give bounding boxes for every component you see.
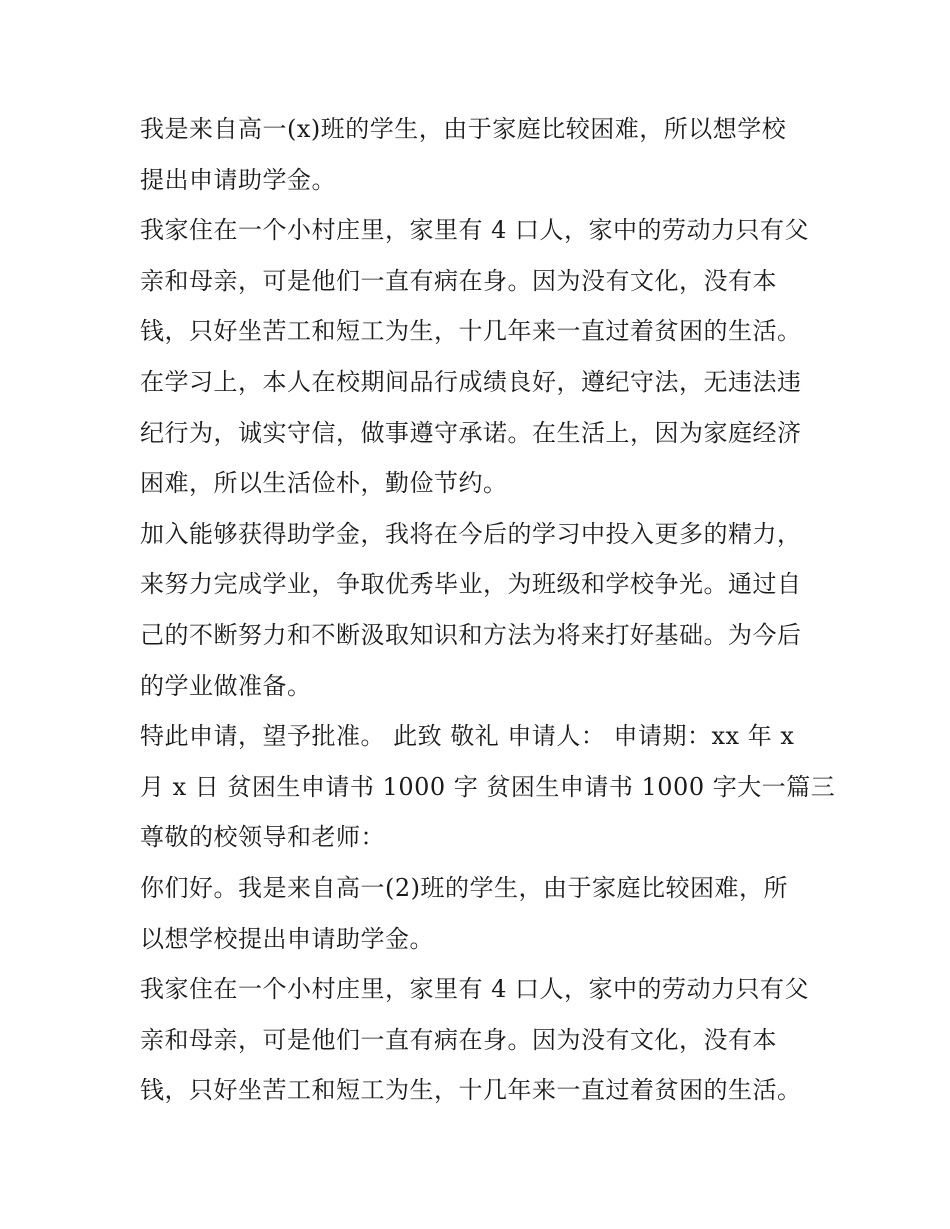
text-line: 我是来自高一(x)班的学生，由于家庭比较困难，所以想学校: [140, 115, 787, 143]
text-line: 我家住在一个小村庄里，家里有 4 口人，家中的劳动力只有父: [140, 216, 810, 245]
text-line: 钱，只好坐苦工和短工为生，十几年来一直过着贫困的生活。: [140, 317, 802, 346]
text-line: 月 x 日 贫困生申请书 1000 字 贫困生申请书 1000 字大一篇三: [140, 772, 836, 801]
text-line: 亲和母亲，可是他们一直有病在身。因为没有文化，没有本: [140, 1025, 777, 1054]
text-line: 以想学校提出申请助学金。: [140, 924, 434, 953]
text-line: 尊敬的校领导和老师：: [140, 823, 385, 852]
text-line: 你们好。我是来自高一(2)班的学生，由于家庭比较困难，所: [140, 873, 788, 902]
text-line: 己的不断努力和不断汲取知识和方法为将来打好基础。为今后: [140, 620, 802, 649]
text-line: 困难，所以生活俭朴，勤俭节约。: [140, 469, 508, 498]
text-line: 加入能够获得助学金，我将在今后的学习中投入更多的精力，: [140, 519, 802, 548]
text-line: 钱，只好坐苦工和短工为生，十几年来一直过着贫困的生活。: [140, 1076, 802, 1105]
text-line: 的学业做准备。: [140, 671, 312, 700]
text-line: 来努力完成学业，争取优秀毕业，为班级和学校争光。通过自: [140, 570, 802, 599]
text-line: 我家住在一个小村庄里，家里有 4 口人，家中的劳动力只有父: [140, 975, 810, 1004]
text-line: 纪行为，诚实守信，做事遵守承诺。在生活上，因为家庭经济: [140, 418, 802, 447]
text-line: 特此申请，望予批准。 此致 敬礼 申请人： 申请期：xx 年 x: [140, 722, 795, 751]
text-line: 提出申请助学金。: [140, 165, 336, 194]
text-line: 亲和母亲，可是他们一直有病在身。因为没有文化，没有本: [140, 266, 777, 295]
text-line: 在学习上，本人在校期间品行成绩良好，遵纪守法，无违法违: [140, 367, 802, 396]
document-body: [140, 104, 836, 1116]
